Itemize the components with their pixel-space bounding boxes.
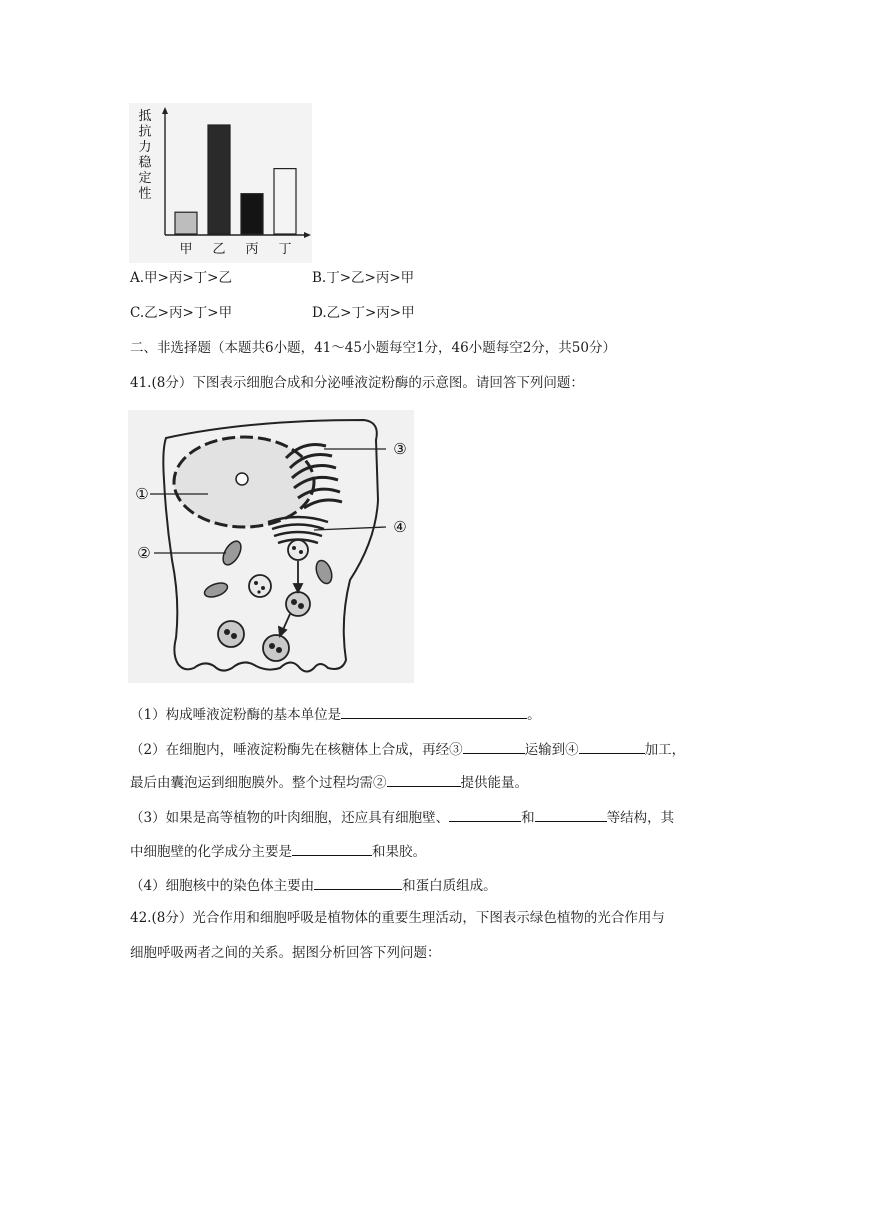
question-42-line1: 42.(8分）光合作用和细胞呼吸是植物体的重要生理活动，下图表示绿色植物的光合作用与 [130, 910, 665, 926]
x-tick-label-3: 丙 [245, 242, 259, 257]
salivary-cell-diagram [128, 410, 414, 683]
answer-blank-1[interactable] [341, 703, 527, 719]
y-axis-label [138, 108, 152, 202]
question-42-line2: 细胞呼吸两者之间的关系。据图分析回答下列问题： [130, 945, 441, 961]
option-b: B.丁>乙>丙>甲 [312, 270, 415, 286]
q41-sub4: （4）细胞核中的染色体主要由 和蛋白质组成。 [130, 874, 497, 896]
y-label-char: 抵 [138, 109, 152, 124]
q41-sub2-line1: （2）在细胞内，唾液淀粉酶先在核糖体上合成，再经③ 运输到④ 加工， [130, 738, 685, 760]
resistance-stability-bar-chart [129, 103, 312, 263]
x-tick-label-2: 乙 [212, 242, 226, 257]
q41-sub1: （1）构成唾液淀粉酶的基本单位是 。 [130, 703, 541, 725]
y-label-char: 性 [138, 186, 152, 202]
bar-1 [175, 212, 197, 234]
figure-label-1: ① [135, 485, 149, 503]
nucleolus [236, 473, 248, 485]
question-41-stem: 41.(8分）下图表示细胞合成和分泌唾液淀粉酶的示意图。请回答下列问题： [130, 375, 584, 391]
y-label-char: 力 [138, 140, 152, 155]
answer-blank-3[interactable] [579, 738, 645, 754]
option-c: C.乙>丙>丁>甲 [130, 305, 233, 321]
figure-label-3: ③ [393, 440, 407, 458]
figure-label-2: ② [137, 544, 151, 562]
bar-4 [274, 169, 296, 234]
option-d: D.乙>丁>丙>甲 [312, 305, 415, 321]
figure-label-4: ④ [393, 518, 407, 536]
answer-blank-2[interactable] [463, 738, 525, 754]
q41-sub3-line2: 中细胞壁的化学成分主要是 和果胶。 [130, 840, 426, 862]
y-label-char: 抗 [138, 124, 152, 140]
answer-blank-5[interactable] [449, 806, 521, 822]
answer-blank-7[interactable] [292, 840, 372, 856]
section-heading: 二、非选择题（本题共6小题，41～45小题每空1分，46小题每空2分，共50分） [130, 340, 616, 356]
q41-sub2-line2: 最后由囊泡运到细胞膜外。整个过程均需② 提供能量。 [130, 771, 528, 793]
q41-sub3-line1: （3）如果是高等植物的叶肉细胞，还应具有细胞壁、 和 等结构，其 [130, 806, 674, 828]
answer-blank-6[interactable] [535, 806, 607, 822]
y-label-char: 定 [138, 171, 152, 186]
answer-blank-8[interactable] [314, 874, 402, 890]
x-tick-label-4: 丁 [278, 242, 292, 257]
answer-blank-4[interactable] [387, 771, 461, 787]
bar-2 [208, 125, 230, 234]
bar-3 [241, 194, 263, 234]
y-label-char: 稳 [138, 155, 152, 171]
option-a: A.甲>丙>丁>乙 [130, 270, 232, 286]
x-tick-label-1: 甲 [179, 242, 193, 257]
